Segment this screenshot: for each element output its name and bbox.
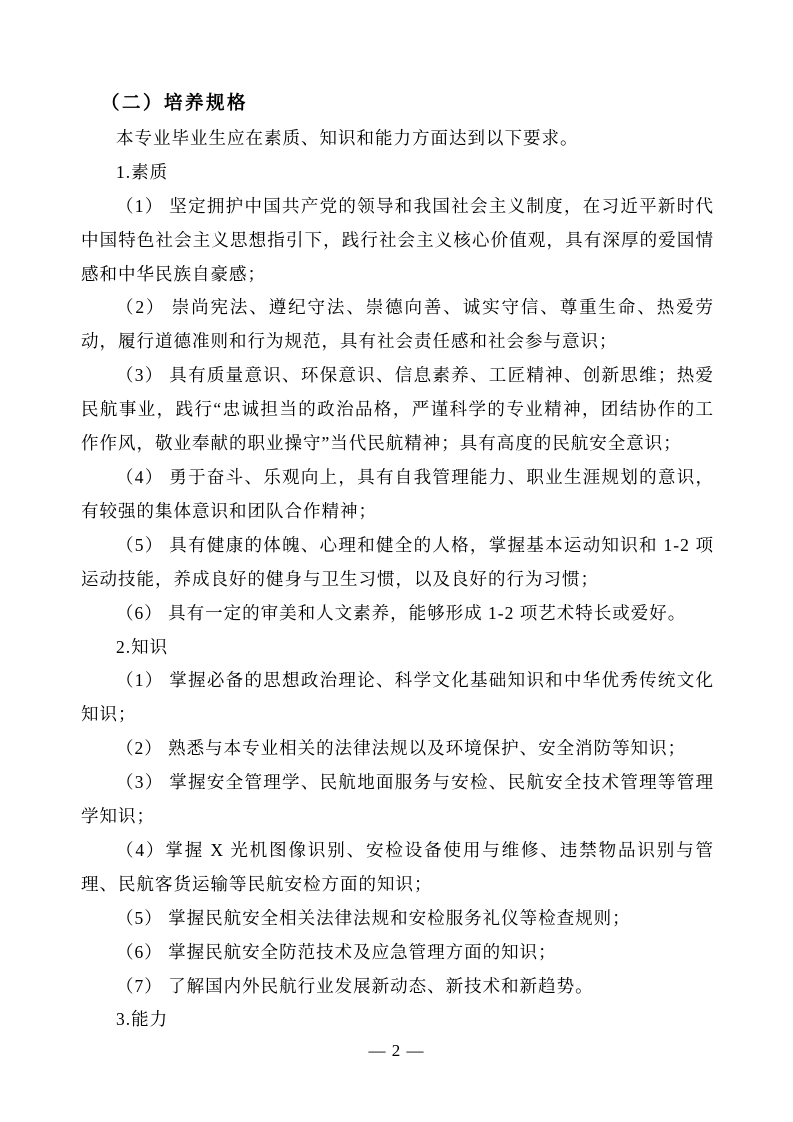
- zhishi-item-3: （3） 掌握安全管理学、民航地面服务与安检、民航安全技术管理等管理学知识；: [81, 772, 714, 827]
- section-heading-peiyang-guige: （二）培养规格: [101, 94, 249, 114]
- page-number: — 2 —: [368, 1041, 425, 1060]
- intro-paragraph: 本专业毕业生应在素质、知识和能力方面达到以下要求。: [116, 127, 579, 148]
- zhishi-item-4: （4）掌握 X 光机图像识别、安检设备使用与维修、违禁物品识别与管理、民航客货运输等民航安检方面的知识；: [81, 839, 714, 894]
- suzhi-item-6: （6） 具有一定的审美和人文素养，能够形成 1-2 项艺术特长或爱好。: [116, 602, 687, 623]
- zhishi-item-1: （1） 掌握必备的思想政治理论、科学文化基础知识和中华优秀传统文化知识；: [81, 670, 714, 725]
- suzhi-item-3: （3） 具有质量意识、环保意识、信息素养、工匠精神、创新思维；热爱民航事业，践行“忠诚担当的政治品格，严谨科学的专业精神，团结协作的工作作风，敬业奉献的职业操守”当代民航精神；具有高度的民航安全意识；: [81, 365, 714, 454]
- suzhi-item-1: （1） 坚定拥护中国共产党的领导和我国社会主义制度，在习近平新时代中国特色社会主义思想指引下，践行社会主义核心价值观，具有深厚的爱国情感和中华民族自豪感；: [81, 195, 714, 284]
- subsection-title-suzhi: 1.素质: [116, 161, 169, 182]
- suzhi-item-4: （4） 勇于奋斗、乐观向上，具有自我管理能力、职业生涯规划的意识，有较强的集体意识和团队合作精神；: [81, 466, 714, 521]
- zhishi-item-7: （7） 了解国内外民航行业发展新动态、新技术和新趋势。: [116, 975, 594, 996]
- zhishi-item-6: （6） 掌握民航安全防范技术及应急管理方面的知识；: [116, 941, 557, 962]
- suzhi-item-2: （2） 崇尚宪法、遵纪守法、崇德向善、诚实守信、尊重生命、热爱劳动，履行道德准则和行为规范，具有社会责任感和社会参与意识；: [81, 297, 714, 352]
- zhishi-item-5: （5） 掌握民航安全相关法律法规和安检服务礼仪等检查规则；: [116, 907, 631, 928]
- subsection-title-nengli: 3.能力: [116, 1009, 169, 1030]
- subsection-title-zhishi: 2.知识: [116, 636, 169, 657]
- suzhi-item-5: （5） 具有健康的体魄、心理和健全的人格，掌握基本运动知识和 1-2 项运动技能，养成良好的健身与卫生习惯，以及良好的行为习惯；: [81, 534, 714, 589]
- document-body: [81, 88, 714, 1037]
- zhishi-item-2: （2） 熟悉与本专业相关的法律法规以及环境保护、安全消防等知识；: [116, 738, 687, 759]
